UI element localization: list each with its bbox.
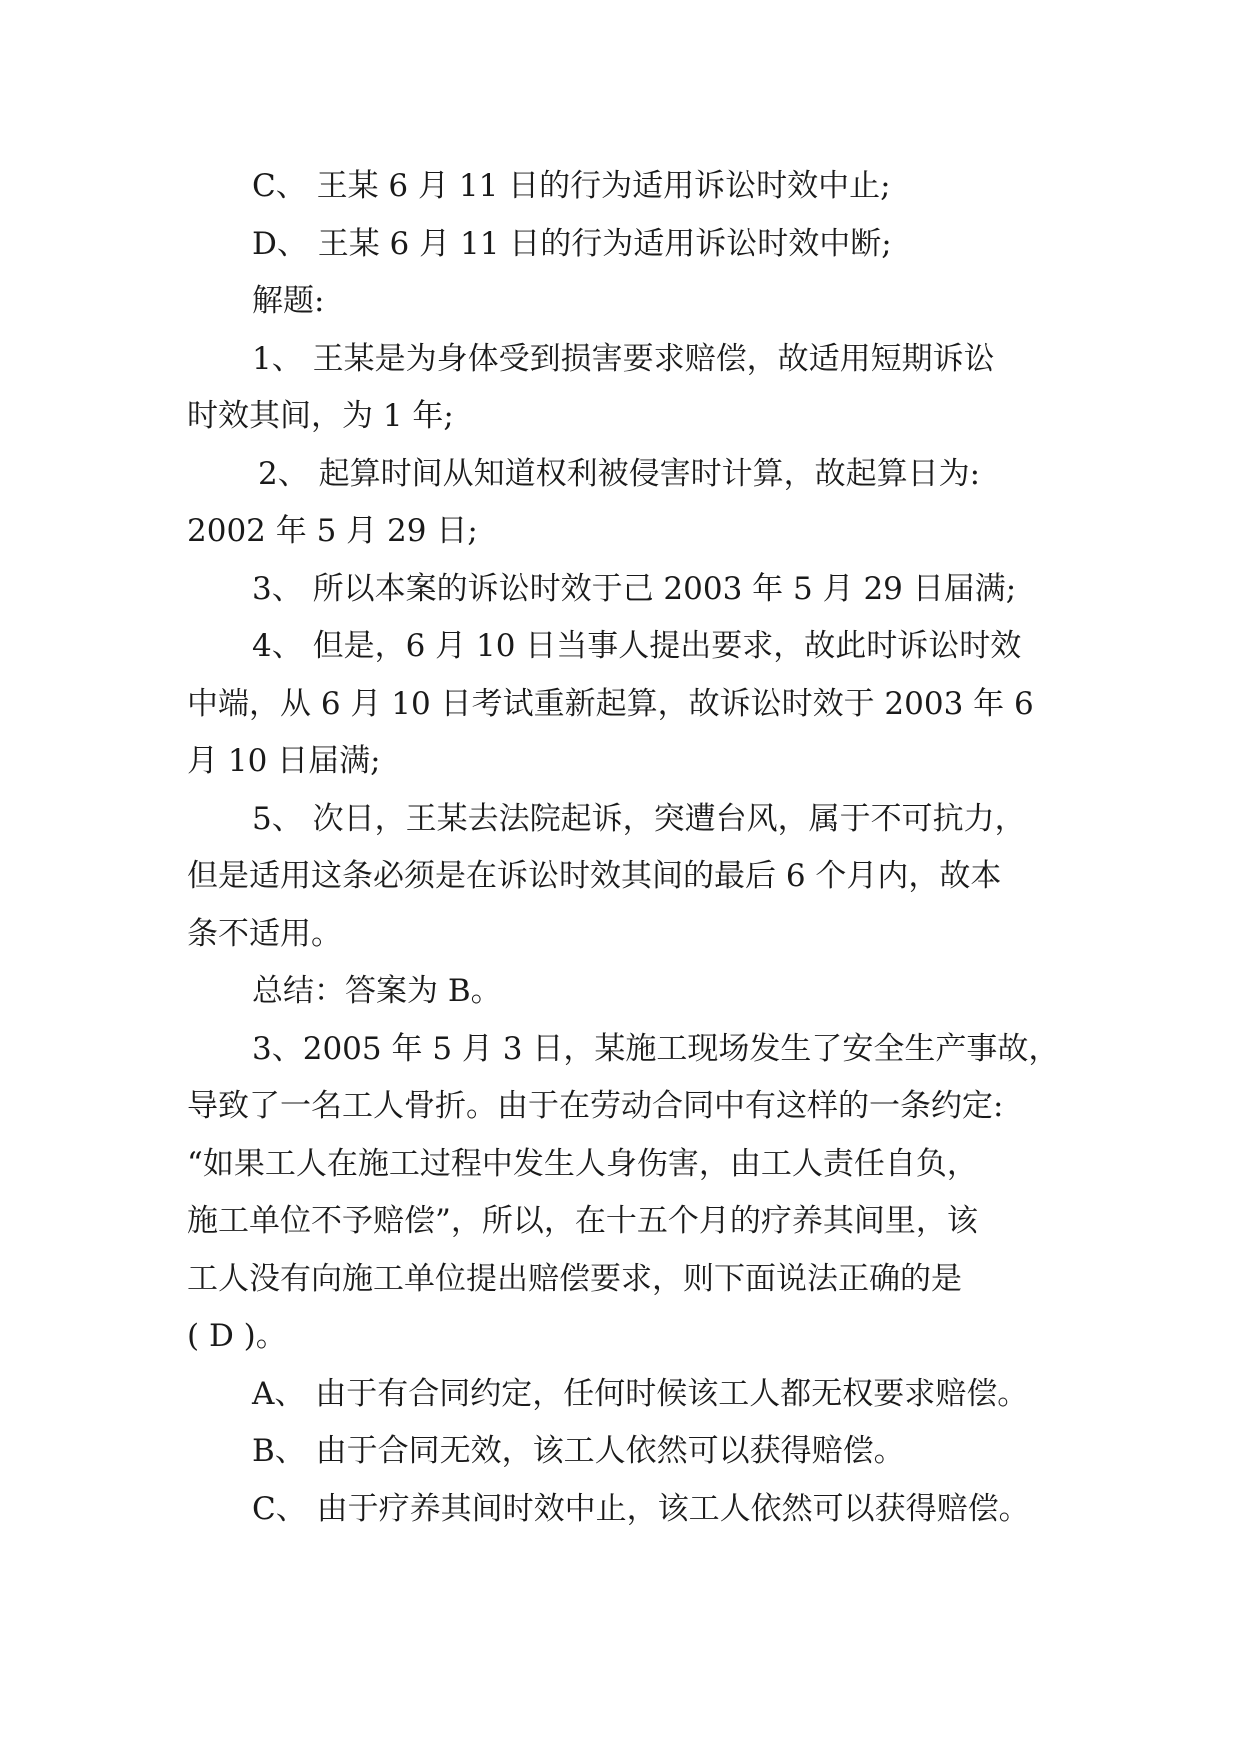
question-3-answer: ( D )。 [187, 1318, 287, 1354]
question-3-option-a: A、 由于有合同约定，任何时候该工人都无权要求赔偿。 [252, 1376, 1029, 1412]
step-5-line-3: 条不适用。 [187, 916, 342, 952]
step-3-line: 3、 所以本案的诉讼时效于己 2003 年 5 月 29 日届满; [252, 571, 1017, 607]
option-d-line: D、 王某 6 月 11 日的行为适用诉讼时效中断; [252, 226, 892, 262]
question-3-line-5: 工人没有向施工单位提出赔偿要求，则下面说法正确的是 [187, 1261, 962, 1297]
step-1-line-2: 时效其间，为 1 年; [187, 398, 454, 434]
step-4-line-2: 中端，从 6 月 10 日考试重新起算，故诉讼时效于 2003 年 6 [187, 686, 1034, 722]
question-3-line-2: 导致了一名工人骨折。由于在劳动合同中有这样的一条约定: [187, 1088, 1004, 1124]
step-4-line-3: 月 10 日届满; [187, 743, 381, 779]
step-5-line-1: 5、 次日，王某去法院起诉，突遭台风，属于不可抗力， [252, 801, 1026, 837]
solution-heading: 解题: [252, 283, 325, 319]
question-3-line-1: 3、2005 年 5 月 3 日，某施工现场发生了安全生产事故， [252, 1031, 1060, 1067]
step-2-line-1: 2、 起算时间从知道权利被侵害时计算，故起算日为: [258, 456, 981, 492]
step-4-line-1: 4、 但是，6 月 10 日当事人提出要求，故此时诉讼时效 [252, 628, 1022, 664]
question-3-option-b: B、 由于合同无效，该工人依然可以获得赔偿。 [252, 1433, 905, 1469]
question-3-line-3: “如果工人在施工过程中发生人身伤害，由工人责任自负， [187, 1146, 978, 1182]
step-1-line-1: 1、 王某是为身体受到损害要求赔偿，故适用短期诉讼 [252, 341, 995, 377]
option-c-line: C、 王某 6 月 11 日的行为适用诉讼时效中止; [252, 168, 891, 204]
question-3-line-4: 施工单位不予赔偿”，所以，在十五个月的疗养其间里，该 [187, 1203, 978, 1239]
question-3-option-c: C、 由于疗养其间时效中止，该工人依然可以获得赔偿。 [252, 1491, 1030, 1527]
summary-line: 总结：答案为 B。 [252, 973, 502, 1009]
step-5-line-2: 但是适用这条必须是在诉讼时效其间的最后 6 个月内，故本 [187, 858, 1002, 894]
step-2-line-2: 2002 年 5 月 29 日; [187, 513, 478, 549]
